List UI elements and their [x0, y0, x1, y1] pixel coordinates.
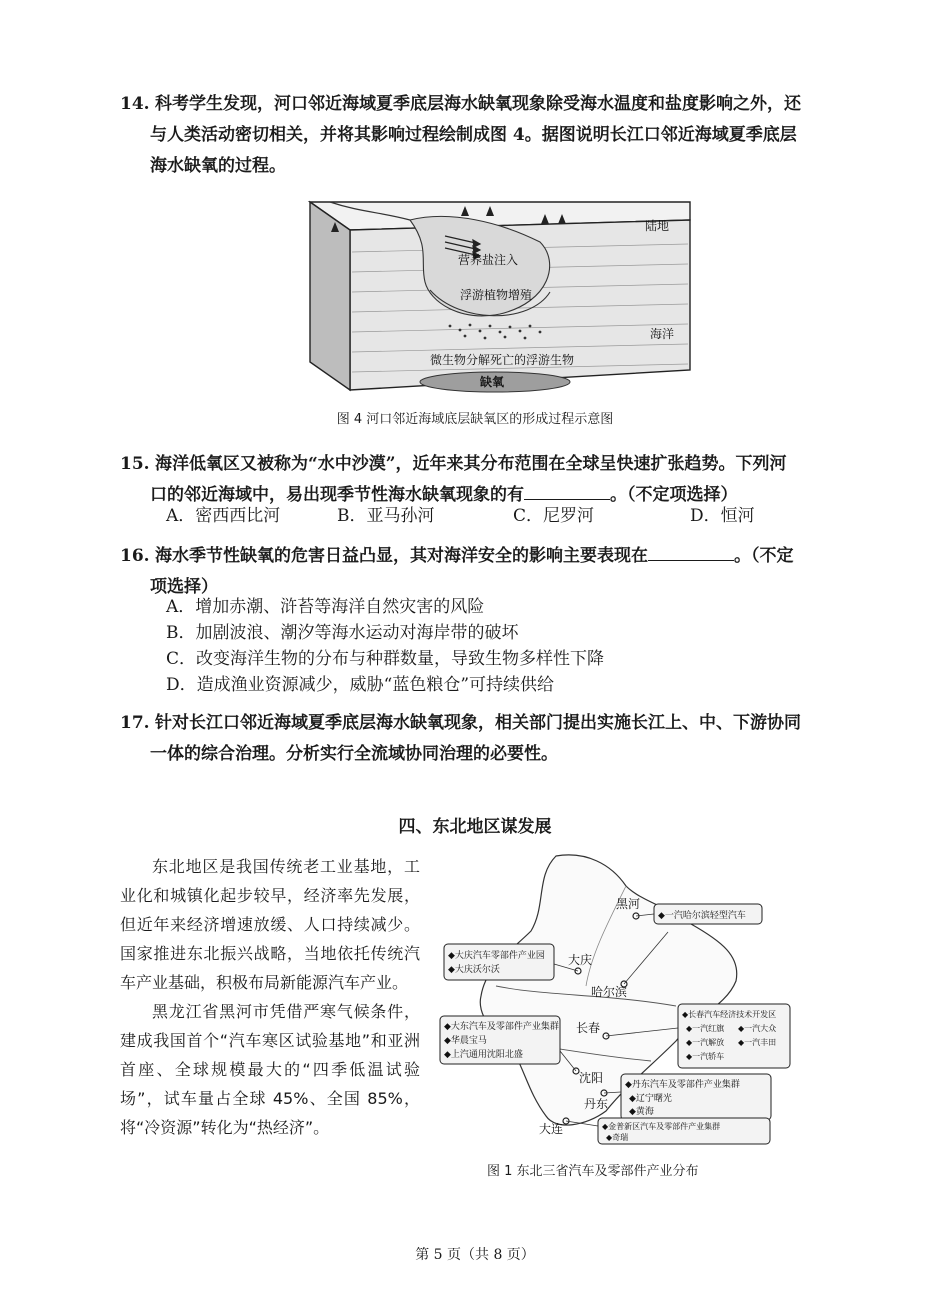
info-box-heihe — [654, 904, 762, 924]
city-changchun: 长春 — [576, 1021, 601, 1035]
question-text-line: 项选择） — [150, 577, 218, 597]
question-15 — [120, 449, 840, 511]
city-dalian: 大连 — [539, 1122, 564, 1136]
figure-1-caption: 图 1 东北三省汽车及零部件产业分布 — [487, 1164, 699, 1179]
info-box-line: ◆一汽大众 — [738, 1024, 777, 1033]
option-b[interactable]: B．亚马孙河 — [337, 506, 435, 526]
info-box-changchun — [678, 1004, 790, 1068]
option-d[interactable]: D．恒河 — [690, 506, 755, 526]
city-harbin: 哈尔滨 — [591, 985, 628, 999]
option-a[interactable]: A．密西西比河 — [166, 506, 281, 526]
question-text-line: 海洋低氧区又被称为“水中沙漠”，近年来其分布范围在全球呈快速扩张趋势。下列河 — [154, 454, 787, 474]
question-number: 15. — [120, 454, 150, 474]
question-14 — [120, 89, 840, 182]
city-shenyang: 沈阳 — [579, 1071, 604, 1085]
question-text-line: 口的邻近海域中，易出现季节性海水缺氧现象的有 — [150, 485, 524, 505]
question-text-line: 。（不定项选择） — [610, 485, 738, 505]
question-17 — [120, 708, 840, 770]
paragraph-1: 东北地区是我国传统老工业基地，工业化和城镇化起步较早，经济率先发展，但近年来经济增速放缓、人口持续减少。国家推进东北振兴战略，当地依托传统汽车产业基础，积极布局新能源汽车产业。 — [120, 857, 420, 992]
section-paragraphs — [120, 852, 420, 1142]
info-box-line: ◆一汽红旗 — [686, 1024, 725, 1033]
figure-1-map — [436, 846, 796, 1146]
label-plankton: 浮游植物增殖 — [460, 288, 533, 302]
info-box-line: ◆上汽通用沈阳北盛 — [444, 1050, 523, 1060]
question-text-line: 针对长江口邻近海域夏季底层海水缺氧现象，相关部门提出实施长江上、中、下游协同 — [154, 713, 801, 733]
option-a[interactable]: A．增加赤潮、浒苔等海洋自然灾害的风险 — [166, 597, 485, 617]
info-box-line: ◆一汽轿车 — [686, 1052, 725, 1061]
info-box-line: ◆辽宁曙光 — [629, 1094, 672, 1104]
paragraph-2: 黑龙江省黑河市凭借严寒气候条件，建成我国首个“汽车寒区试验基地”和亚洲首座、全球规模最大的“四季低温试验场”，试车量占全球 45%、全国 85%，将“冷资源”转化为“热经济”。 — [120, 1002, 420, 1137]
info-box-line: ◆大庆汽车零部件产业园 — [448, 951, 545, 961]
question-text-line: 一体的综合治理。分析实行全流域协同治理的必要性。 — [150, 744, 558, 764]
info-box-line: ◆一汽解放 — [686, 1038, 725, 1047]
label-hypoxia: 缺氧 — [480, 375, 505, 389]
label-ocean: 海洋 — [650, 327, 675, 341]
info-box-line: ◆一汽丰田 — [738, 1038, 777, 1047]
question-number: 17. — [120, 713, 150, 733]
info-box-dandong — [621, 1074, 771, 1120]
block-left-face — [310, 202, 350, 390]
question-text-line: 科考学生发现，河口邻近海域夏季底层海水缺氧现象除受海水温度和盐度影响之外，还 — [154, 94, 801, 114]
label-land: 陆地 — [645, 219, 670, 233]
answer-blank[interactable] — [648, 546, 734, 561]
answer-blank[interactable] — [524, 485, 610, 500]
option-c[interactable]: C．尼罗河 — [513, 506, 595, 526]
figure-4-diagram — [300, 192, 700, 398]
info-box-line: ◆大庆沃尔沃 — [448, 965, 500, 975]
label-nutrient: 营养盐注入 — [458, 253, 519, 267]
question-text-line: 。（不定 — [733, 546, 794, 566]
question-text-line: 海水缺氧的过程。 — [150, 156, 286, 176]
city-daqing: 大庆 — [568, 953, 593, 967]
info-box-line: ◆黄海 — [629, 1107, 654, 1117]
info-box-dalian — [598, 1118, 770, 1144]
label-microbe: 微生物分解死亡的浮游生物 — [430, 353, 575, 367]
info-box-line: ◆奇瑞 — [606, 1133, 629, 1142]
figure-4-caption: 图 4 河口邻近海域底层缺氧区的形成过程示意图 — [336, 412, 614, 427]
info-box-dadong — [440, 1016, 560, 1064]
info-box-line: ◆大东汽车及零部件产业集群 — [444, 1022, 559, 1032]
question-text-line: 海水季节性缺氧的危害日益凸显，其对海洋安全的影响主要表现在 — [154, 546, 648, 566]
city-heihe: 黑河 — [616, 897, 641, 911]
question-number: 16. — [120, 546, 150, 566]
option-b[interactable]: B．加剧波浪、潮汐等海水运动对海岸带的破坏 — [166, 623, 519, 643]
info-box-line: ◆一汽哈尔滨轻型汽车 — [658, 911, 746, 921]
info-box-daqing — [444, 944, 554, 980]
info-box-line: ◆华晨宝马 — [444, 1036, 487, 1046]
question-text-line: 与人类活动密切相关，并将其影响过程绘制成图 4。据图说明长江口邻近海域夏季底层 — [150, 125, 797, 145]
info-box-line: ◆长春汽车经济技术开发区 — [682, 1010, 777, 1019]
page-number: 第 5 页（共 8 页） — [415, 1247, 535, 1263]
info-box-line: ◆金普新区汽车及零部件产业集群 — [602, 1122, 721, 1131]
info-box-line: ◆丹东汽车及零部件产业集群 — [625, 1080, 740, 1090]
city-dandong: 丹东 — [584, 1097, 609, 1111]
section-title: 四、东北地区谋发展 — [398, 817, 552, 837]
question-number: 14. — [120, 94, 150, 114]
option-c[interactable]: C．改变海洋生物的分布与种群数量，导致生物多样性下降 — [166, 649, 605, 669]
option-d[interactable]: D．造成渔业资源减少，威胁“蓝色粮仓”可持续供给 — [166, 675, 555, 695]
